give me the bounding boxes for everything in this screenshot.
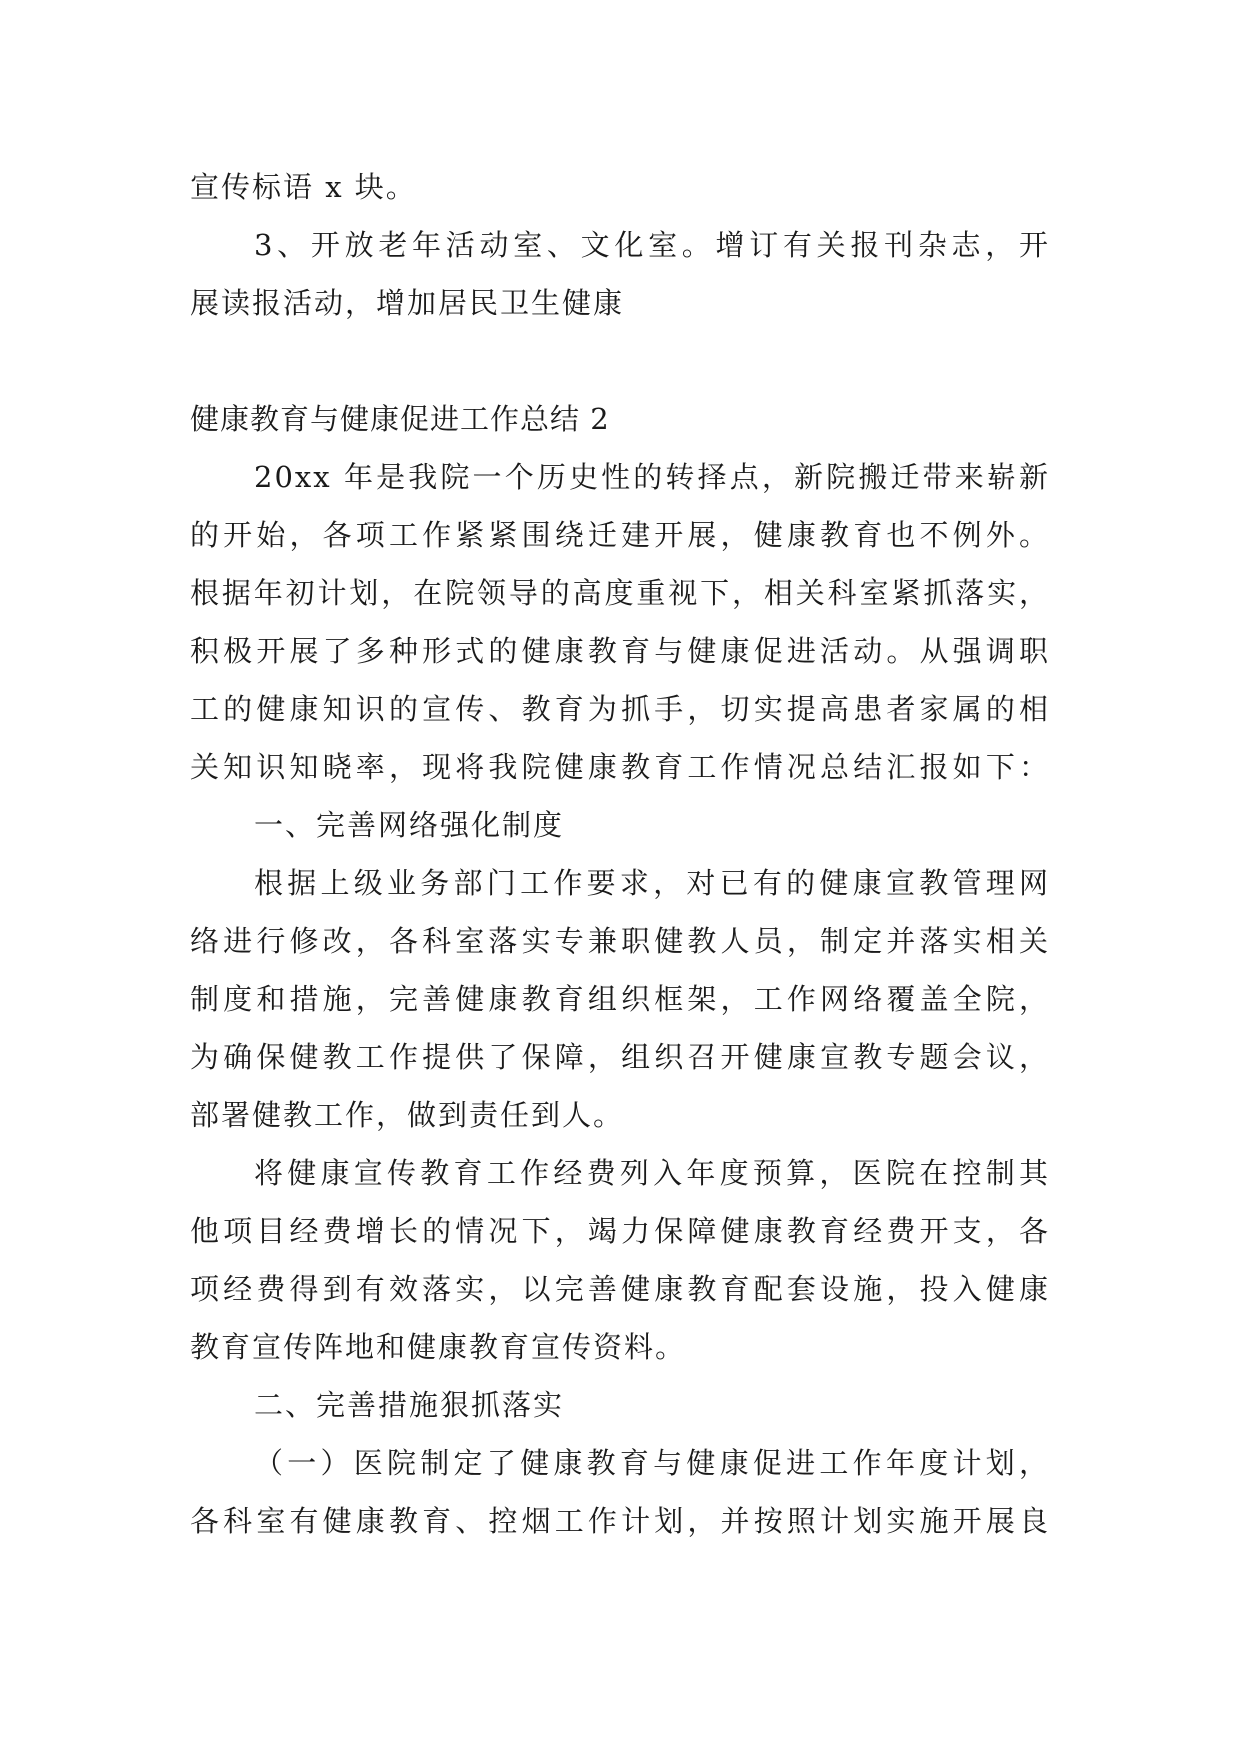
text-line: 宣传标语 x 块。 (190, 170, 417, 204)
text-line: 将健康宣传教育工作经费列入年度预算，医院在控制其 (254, 1156, 1050, 1190)
text-line: 各科室有健康教育、控烟工作计划，并按照计划实施开展良 (190, 1504, 1050, 1538)
text-line: 教育宣传阵地和健康教育宣传资料。 (190, 1330, 687, 1364)
text-line: 根据上级业务部门工作要求，对已有的健康宣教管理网 (254, 866, 1050, 900)
text-line: 他项目经费增长的情况下，竭力保障健康教育经费开支，各 (190, 1214, 1050, 1248)
text-line: 项经费得到有效落实，以完善健康教育配套设施，投入健康 (190, 1272, 1050, 1306)
text-line: 关知识知晓率，现将我院健康教育工作情况总结汇报如下： (190, 750, 1050, 784)
text-line: 为确保健教工作提供了保障，组织召开健康宣教专题会议， (190, 1040, 1050, 1074)
text-line: 展读报活动，增加居民卫生健康 (190, 286, 625, 320)
document-body (190, 158, 1050, 1550)
text-line: （一）医院制定了健康教育与健康促进工作年度计划， (254, 1446, 1050, 1480)
section-title: 健康教育与健康促进工作总结 2 (190, 402, 610, 436)
text-line: 制度和措施，完善健康教育组织框架，工作网络覆盖全院， (190, 982, 1050, 1016)
text-line: 部署健教工作，做到责任到人。 (190, 1098, 625, 1132)
text-line: 20xx 年是我院一个历史性的转择点，新院搬迁带来崭新 (254, 460, 1050, 494)
text-line: 络进行修改，各科室落实专兼职健教人员，制定并落实相关 (190, 924, 1050, 958)
text-line: 工的健康知识的宣传、教育为抓手，切实提高患者家属的相 (190, 692, 1050, 726)
text-line: 的开始，各项工作紧紧围绕迁建开展，健康教育也不例外。 (190, 518, 1050, 552)
text-line: 3、开放老年活动室、文化室。增订有关报刊杂志，开 (254, 228, 1050, 262)
section-heading: 一、完善网络强化制度 (254, 808, 565, 842)
section-heading: 二、完善措施狠抓落实 (254, 1388, 565, 1422)
text-line: 积极开展了多种形式的健康教育与健康促进活动。从强调职 (190, 634, 1050, 668)
text-line: 根据年初计划，在院领导的高度重视下，相关科室紧抓落实， (190, 576, 1050, 610)
paragraph-gap (190, 332, 1050, 390)
